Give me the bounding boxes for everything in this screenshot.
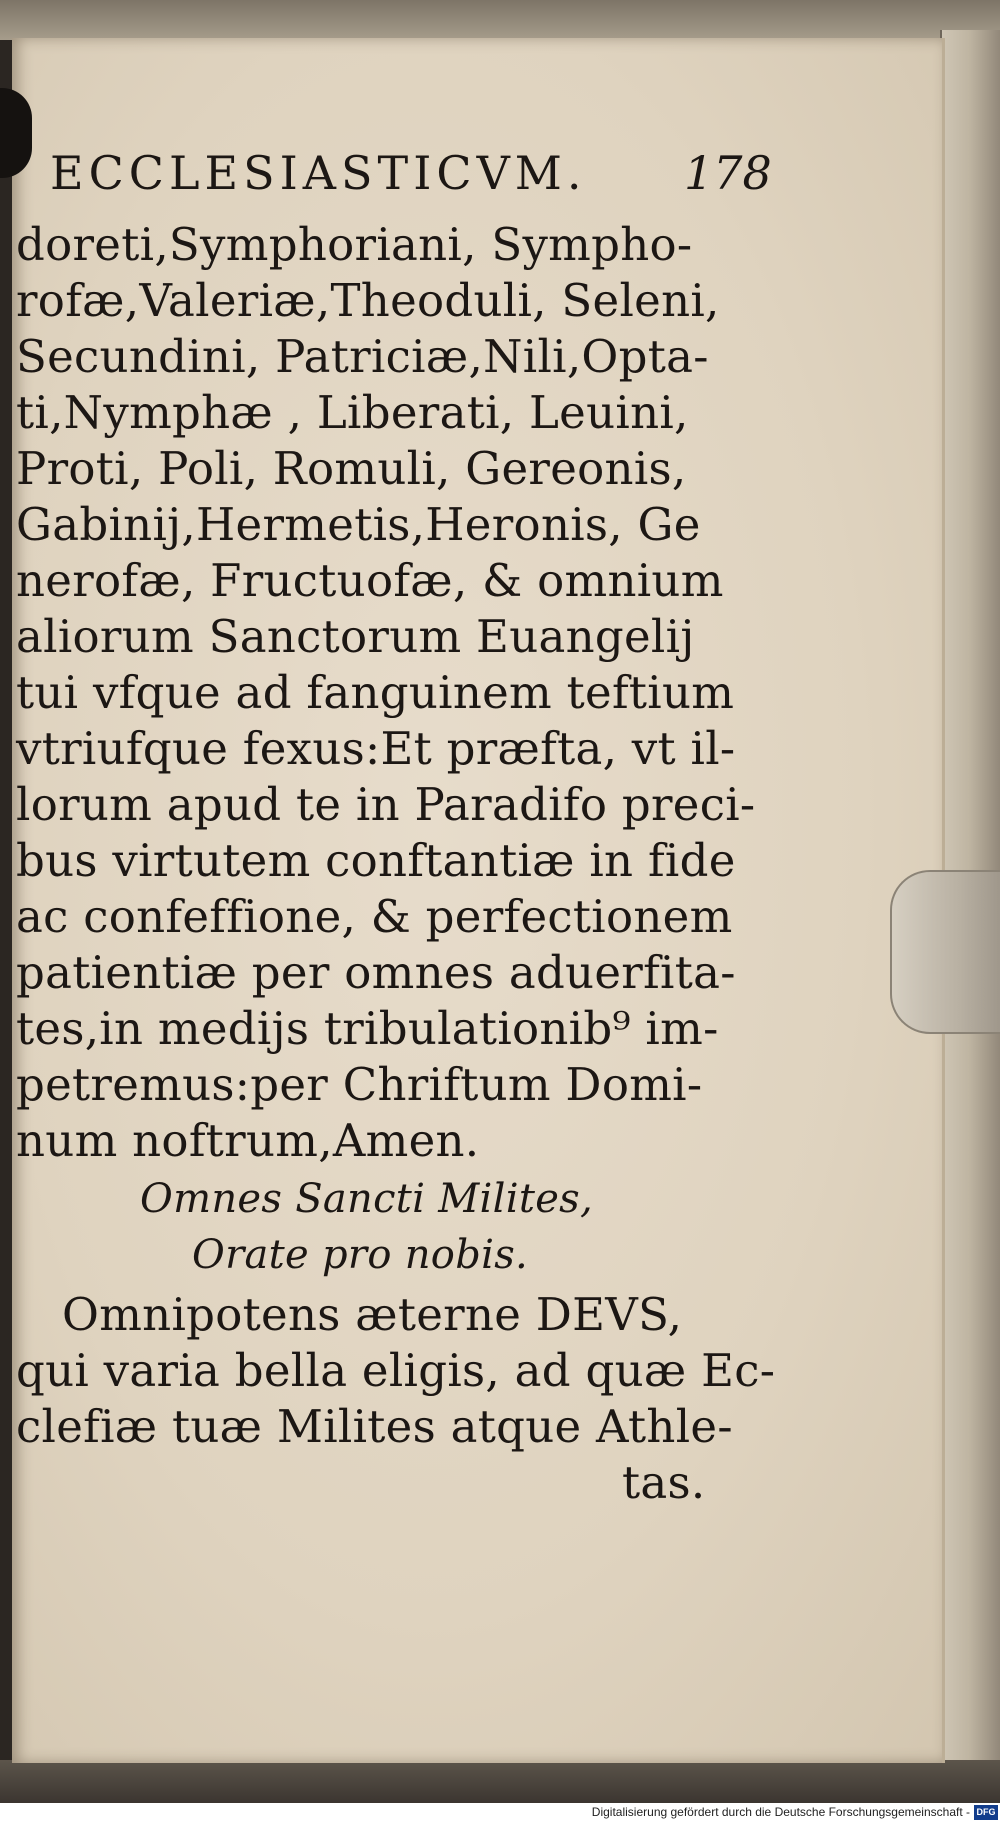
text-line: tes,in medijs tribulationib⁹ im- xyxy=(16,1002,719,1055)
text-line: petremus:per Chriftum Domi- xyxy=(16,1058,703,1111)
footer-credit: Digitalisierung gefördert durch die Deutsche Forschungsgemeinschaft - xyxy=(591,1805,970,1819)
page-number: 178 xyxy=(684,146,772,200)
text-line: rofæ,Valeriæ,Theoduli, Seleni, xyxy=(16,274,720,327)
text-line: vtriufque fexus:Et præfta, vt il- xyxy=(16,722,736,775)
text-line: patientiæ per omnes aduerfita- xyxy=(16,946,736,999)
prayer-line: clefiæ tuæ Milites atque Athle- xyxy=(16,1400,733,1453)
book-clasp xyxy=(890,870,1000,1034)
text-line: ti,Nymphæ , Liberati, Leuini, xyxy=(16,386,689,439)
prayer-line: Omnipotens æterne DEVS, xyxy=(62,1288,683,1341)
catchword: tas. xyxy=(622,1456,706,1509)
text-line: lorum apud te in Paradifo preci- xyxy=(16,778,756,831)
book-page xyxy=(12,38,945,1763)
text-line: num noftrum,Amen. xyxy=(16,1114,480,1167)
dfg-logo: DFG xyxy=(974,1805,998,1820)
text-line: Secundini, Patriciæ,Nili,Opta- xyxy=(16,330,709,383)
text-line: tui vfque ad fanguinem teftium xyxy=(16,666,735,719)
versicle: Omnes Sancti Milites, xyxy=(140,1176,594,1222)
text-line: Proti, Poli, Romuli, Gereonis, xyxy=(16,442,687,495)
text-line: doreti,Symphoriani, Sympho- xyxy=(16,218,693,271)
page-text xyxy=(12,38,942,1763)
text-line: nerofæ, Fructuofæ, & omnium xyxy=(16,554,724,607)
footer-bar xyxy=(0,1803,1000,1823)
running-head: ECCLESIASTICVM. xyxy=(50,146,587,200)
text-line: ac confeffione, & perfectionem xyxy=(16,890,733,943)
text-line: aliorum Sanctorum Euangelij xyxy=(16,610,695,663)
book-cover-top xyxy=(0,0,1000,40)
book-cover-bottom xyxy=(0,1760,1000,1805)
prayer-line: qui varia bella eligis, ad quæ Ec- xyxy=(16,1344,776,1397)
response: Orate pro nobis. xyxy=(192,1232,529,1278)
text-line: Gabinij,Hermetis,Heronis, Ge xyxy=(16,498,701,551)
text-line: bus virtutem conftantiæ in fide xyxy=(16,834,736,887)
